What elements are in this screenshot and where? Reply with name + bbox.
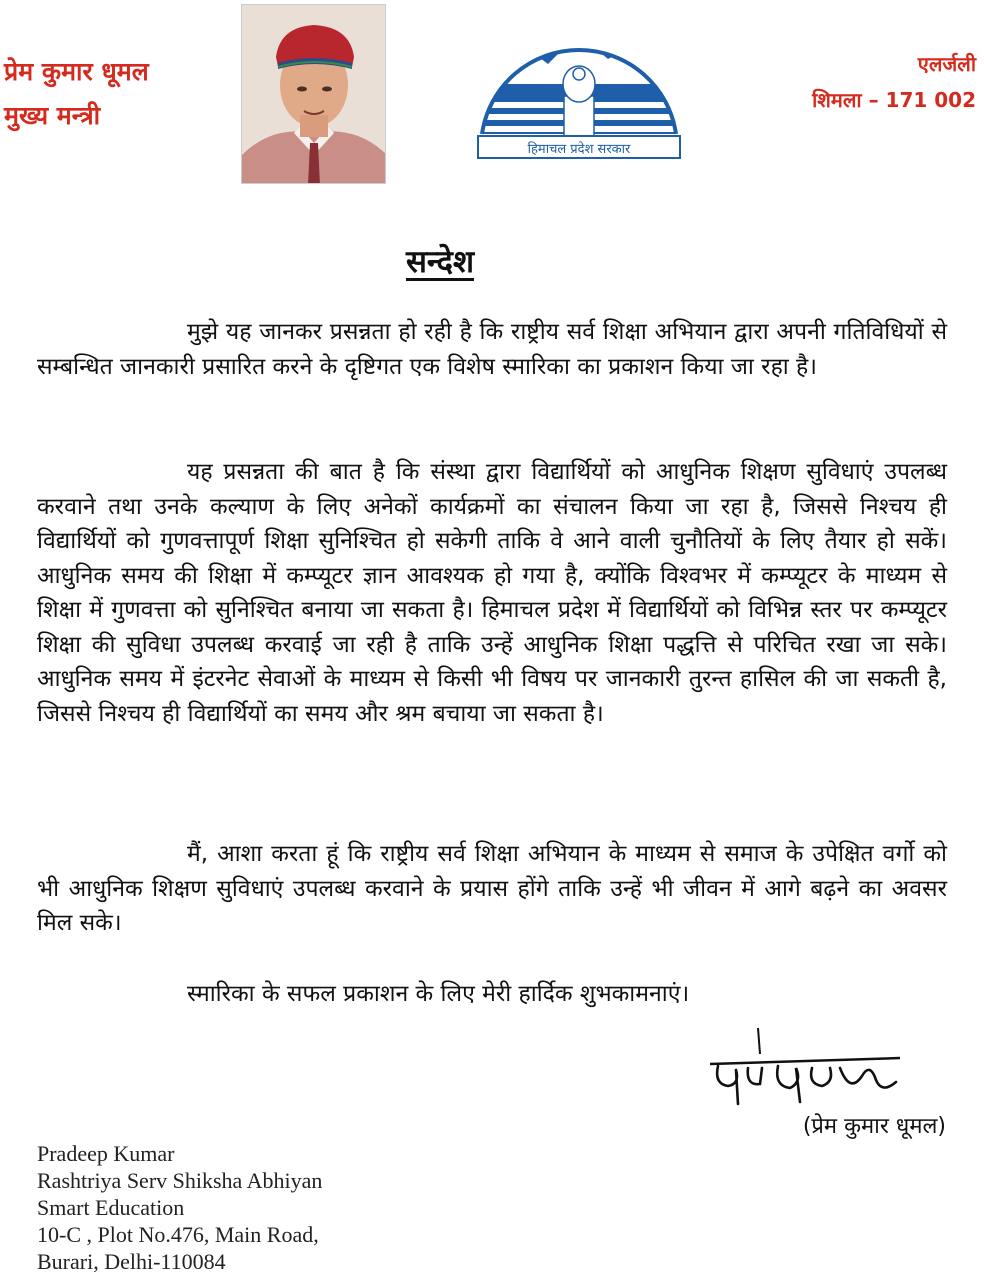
address-line: Rashtriya Serv Shiksha Abhiyan xyxy=(37,1168,323,1193)
place-line-2: शिमला – 171 002 xyxy=(812,88,976,112)
letter-heading: सन्देश xyxy=(405,244,475,280)
himachal-government-emblem xyxy=(468,4,690,166)
portrait-illustration xyxy=(242,5,386,184)
chief-minister-photo xyxy=(241,4,386,184)
letterhead-sender xyxy=(4,50,149,138)
address-line: 10-C , Plot No.476, Main Road, xyxy=(37,1222,319,1247)
emblem-caption: हिमाचल प्रदेश सरकार xyxy=(527,142,631,157)
paragraph-2: यह प्रसन्नता की बात है कि संस्था द्वारा विद्यार्थियों को आधुनिक शिक्षण सुविधाएं उपलब्ध करवाने तथा उनके कल्याण के लिए अनेकों कार्यक्रमों का संचालन किया जा रहा है, जिससे निश्चय ही विद्यार्थियों को गुणवत्तापूर्ण शिक्षा सुनिश्चित हो सकेगी ताकि वे आने वाली चुनौतियों के लिए तैयार हो सकें। आधुनिक समय की शिक्षा में कम्प्यूटर ज्ञान आवश्यक हो गया है, क्योंकि विश्वभर में कम्प्यूटर के माध्यम से शिक्षा में गुणवत्ता को सुनिश्चित बनाया जा सकता है। हिमाचल प्रदेश में विद्यार्थियों को विभिन्न स्तर पर कम्प्यूटर शिक्षा की सुविधा उपलब्ध करवाई जा रही है ताकि उन्हें आधुनिक शिक्षा पद्धत्ति से परिचित रखा जा सके। आधुनिक समय में इंटरनेट सेवाओं के माध्यम से किसी भी विषय पर जानकारी तुरन्त हासिल की जा सकती है, जिससे निश्चय ही विद्यार्थियों का समय और श्रम बचाया जा सकता है। xyxy=(37,459,947,727)
paragraph-1: मुझे यह जानकर प्रसन्नता हो रही है कि राष्ट्रीय सर्व शिक्षा अभियान द्वारा अपनी गतिविधियों से सम्बन्धित जानकारी प्रसारित करने के दृष्टिगत एक विशेष स्मारिका का प्रकाशन किया जा रहा है। xyxy=(37,319,947,380)
paragraph-4: स्मारिका के सफल प्रकाशन के लिए मेरी हार्दिक शुभकामनाएं। xyxy=(187,981,690,1007)
ashoka-emblem xyxy=(563,66,595,136)
signatory-name: (प्रेम कुमार धूमल) xyxy=(802,1114,946,1139)
emblem-icon xyxy=(468,4,690,166)
address-line: Smart Education xyxy=(37,1195,185,1220)
address-line: Burari, Delhi-110084 xyxy=(37,1249,226,1274)
place-line-1: एलर्जली xyxy=(917,52,976,76)
address-line: Pradeep Kumar xyxy=(37,1141,175,1166)
letterhead-address xyxy=(812,46,976,118)
recipient-address xyxy=(37,1140,322,1275)
paragraph-3: मैं, आशा करता हूं कि राष्ट्रीय सर्व शिक्षा अभियान के माध्यम से समाज के उपेक्षित वर्गो को भी आधुनिक शिक्षण सुविधाएं उपलब्ध करवाने के प्रयास होंगे ताकि उन्हें भी जीवन में आगे बढ़ने का अवसर मिल सके। xyxy=(37,841,947,936)
sender-name: प्रेम कुमार धूमल xyxy=(4,57,149,86)
sender-title: मुख्य मन्त्री xyxy=(4,101,101,130)
